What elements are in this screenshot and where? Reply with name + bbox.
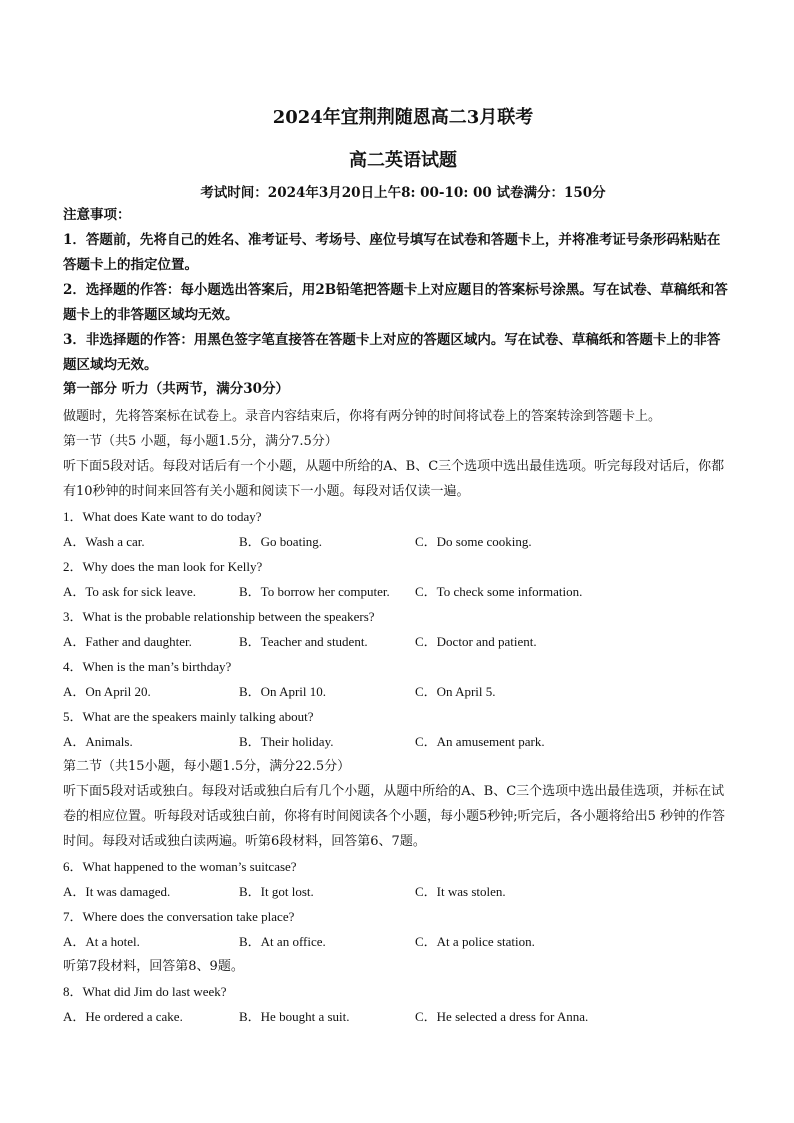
- option-b: B．On April 10.: [239, 684, 327, 699]
- option-a: A．Wash a car.: [63, 534, 145, 549]
- option-c: C．It was stolen.: [415, 884, 506, 899]
- question-stem: 4．When is the man’s birthday?: [63, 659, 232, 674]
- part1-heading: 第一部分 听力（共两节，满分30分）: [63, 381, 289, 397]
- notes-item: 1．答题前，先将自己的姓名、准考证号、考场号、座位号填写在试卷和答题卡上，并将准考证号条形码粘贴在答题卡上的指定位置。: [63, 232, 721, 273]
- option-b: B．Go boating.: [239, 534, 323, 549]
- question-options: [63, 679, 731, 704]
- section2-heading: 第二节（共15小题，每小题1.5分，满分22.5分）: [63, 759, 351, 774]
- option-c: C．He selected a dress for Anna.: [415, 1009, 589, 1024]
- part1-intro: 做题时，先将答案标在试卷上。录音内容结束后，你将有两分钟的时间将试卷上的答案转涂到答题卡上。: [63, 409, 662, 424]
- option-a: A．He ordered a cake.: [63, 1009, 183, 1024]
- question-options: [63, 629, 731, 654]
- notes-heading: 注意事项：: [63, 207, 131, 223]
- section1-instructions: 听下面5段对话。每段对话后有一个小题，从题中所给的A、B、C三个选项中选出最佳选项。听完每段对话后，你都有10秒钟的时间来回答有关小题和阅读下一小题。每段对话仅读一遍。: [63, 459, 725, 499]
- question-stem: 6．What happened to the woman’s suitcase?: [63, 859, 297, 874]
- question-options: [63, 729, 731, 754]
- exam-info: 考试时间：2024年3月20日上午8: 00-10: 00 试卷满分：150分: [200, 185, 606, 201]
- question-stem: 2．Why does the man look for Kelly?: [63, 559, 263, 574]
- option-a: A．On April 20.: [63, 684, 151, 699]
- question-options: [63, 879, 731, 904]
- option-b: B．Teacher and student.: [239, 634, 368, 649]
- section2-instructions: 听下面5段对话或独白。每段对话或独白后有几个小题，从题中所给的A、B、C三个选项中选出最佳选项，并标在试卷的相应位置。听每段对话或独白前，你将有时间阅读各个小题，每小题5秒钟;听完后，各小题将给出5 秒钟的作答时间。每段对话或独白读两遍。听第6段材料，回答第6、7题。: [63, 784, 726, 849]
- notes-section: [63, 203, 731, 378]
- question-stem: 1．What does Kate want to do today?: [63, 509, 262, 524]
- option-b: B．He bought a suit.: [239, 1009, 350, 1024]
- option-a: A．Animals.: [63, 734, 133, 749]
- option-c: C．To check some information.: [415, 584, 583, 599]
- option-b: B．To borrow her computer.: [239, 584, 390, 599]
- question-stem: 8．What did Jim do last week?: [63, 984, 227, 999]
- option-a: A．It was damaged.: [63, 884, 171, 899]
- question-options: [63, 929, 731, 954]
- material-instruction: 听第7段材料，回答第8、9题。: [63, 959, 244, 974]
- notes-item: 3．非选择题的作答：用黑色签字笔直接答在答题卡上对应的答题区域内。写在试卷、草稿纸和答题卡上的非答题区域均无效。: [63, 332, 721, 373]
- option-c: C．On April 5.: [415, 684, 496, 699]
- question-options: [63, 529, 731, 554]
- option-c: C．Doctor and patient.: [415, 634, 537, 649]
- listening-part: [63, 404, 731, 1029]
- question-stem: 7．Where does the conversation take place?: [63, 909, 295, 924]
- question-options: [63, 1004, 731, 1029]
- notes-item: 2．选择题的作答：每小题选出答案后，用2B铅笔把答题卡上对应题目的答案标号涂黑。写在试卷、草稿纸和答题卡上的非答题区域均无效。: [63, 282, 728, 323]
- option-b: B．It got lost.: [239, 884, 314, 899]
- option-a: A．At a hotel.: [63, 934, 140, 949]
- section1-heading: 第一节（共5 小题，每小题1.5分，满分7.5分）: [63, 434, 338, 449]
- option-c: C．At a police station.: [415, 934, 535, 949]
- question-stem: 3．What is the probable relationship between the speakers?: [63, 609, 375, 624]
- option-a: A．To ask for sick leave.: [63, 584, 197, 599]
- exam-title: 2024年宜荆荆随恩高二3月联考: [272, 107, 534, 128]
- option-c: C．An amusement park.: [415, 734, 545, 749]
- option-c: C．Do some cooking.: [415, 534, 532, 549]
- question-options: [63, 579, 731, 604]
- question-stem: 5．What are the speakers mainly talking about?: [63, 709, 314, 724]
- option-a: A．Father and daughter.: [63, 634, 192, 649]
- option-b: B．At an office.: [239, 934, 326, 949]
- exam-subtitle: 高二英语试题: [349, 150, 457, 171]
- option-b: B．Their holiday.: [239, 734, 334, 749]
